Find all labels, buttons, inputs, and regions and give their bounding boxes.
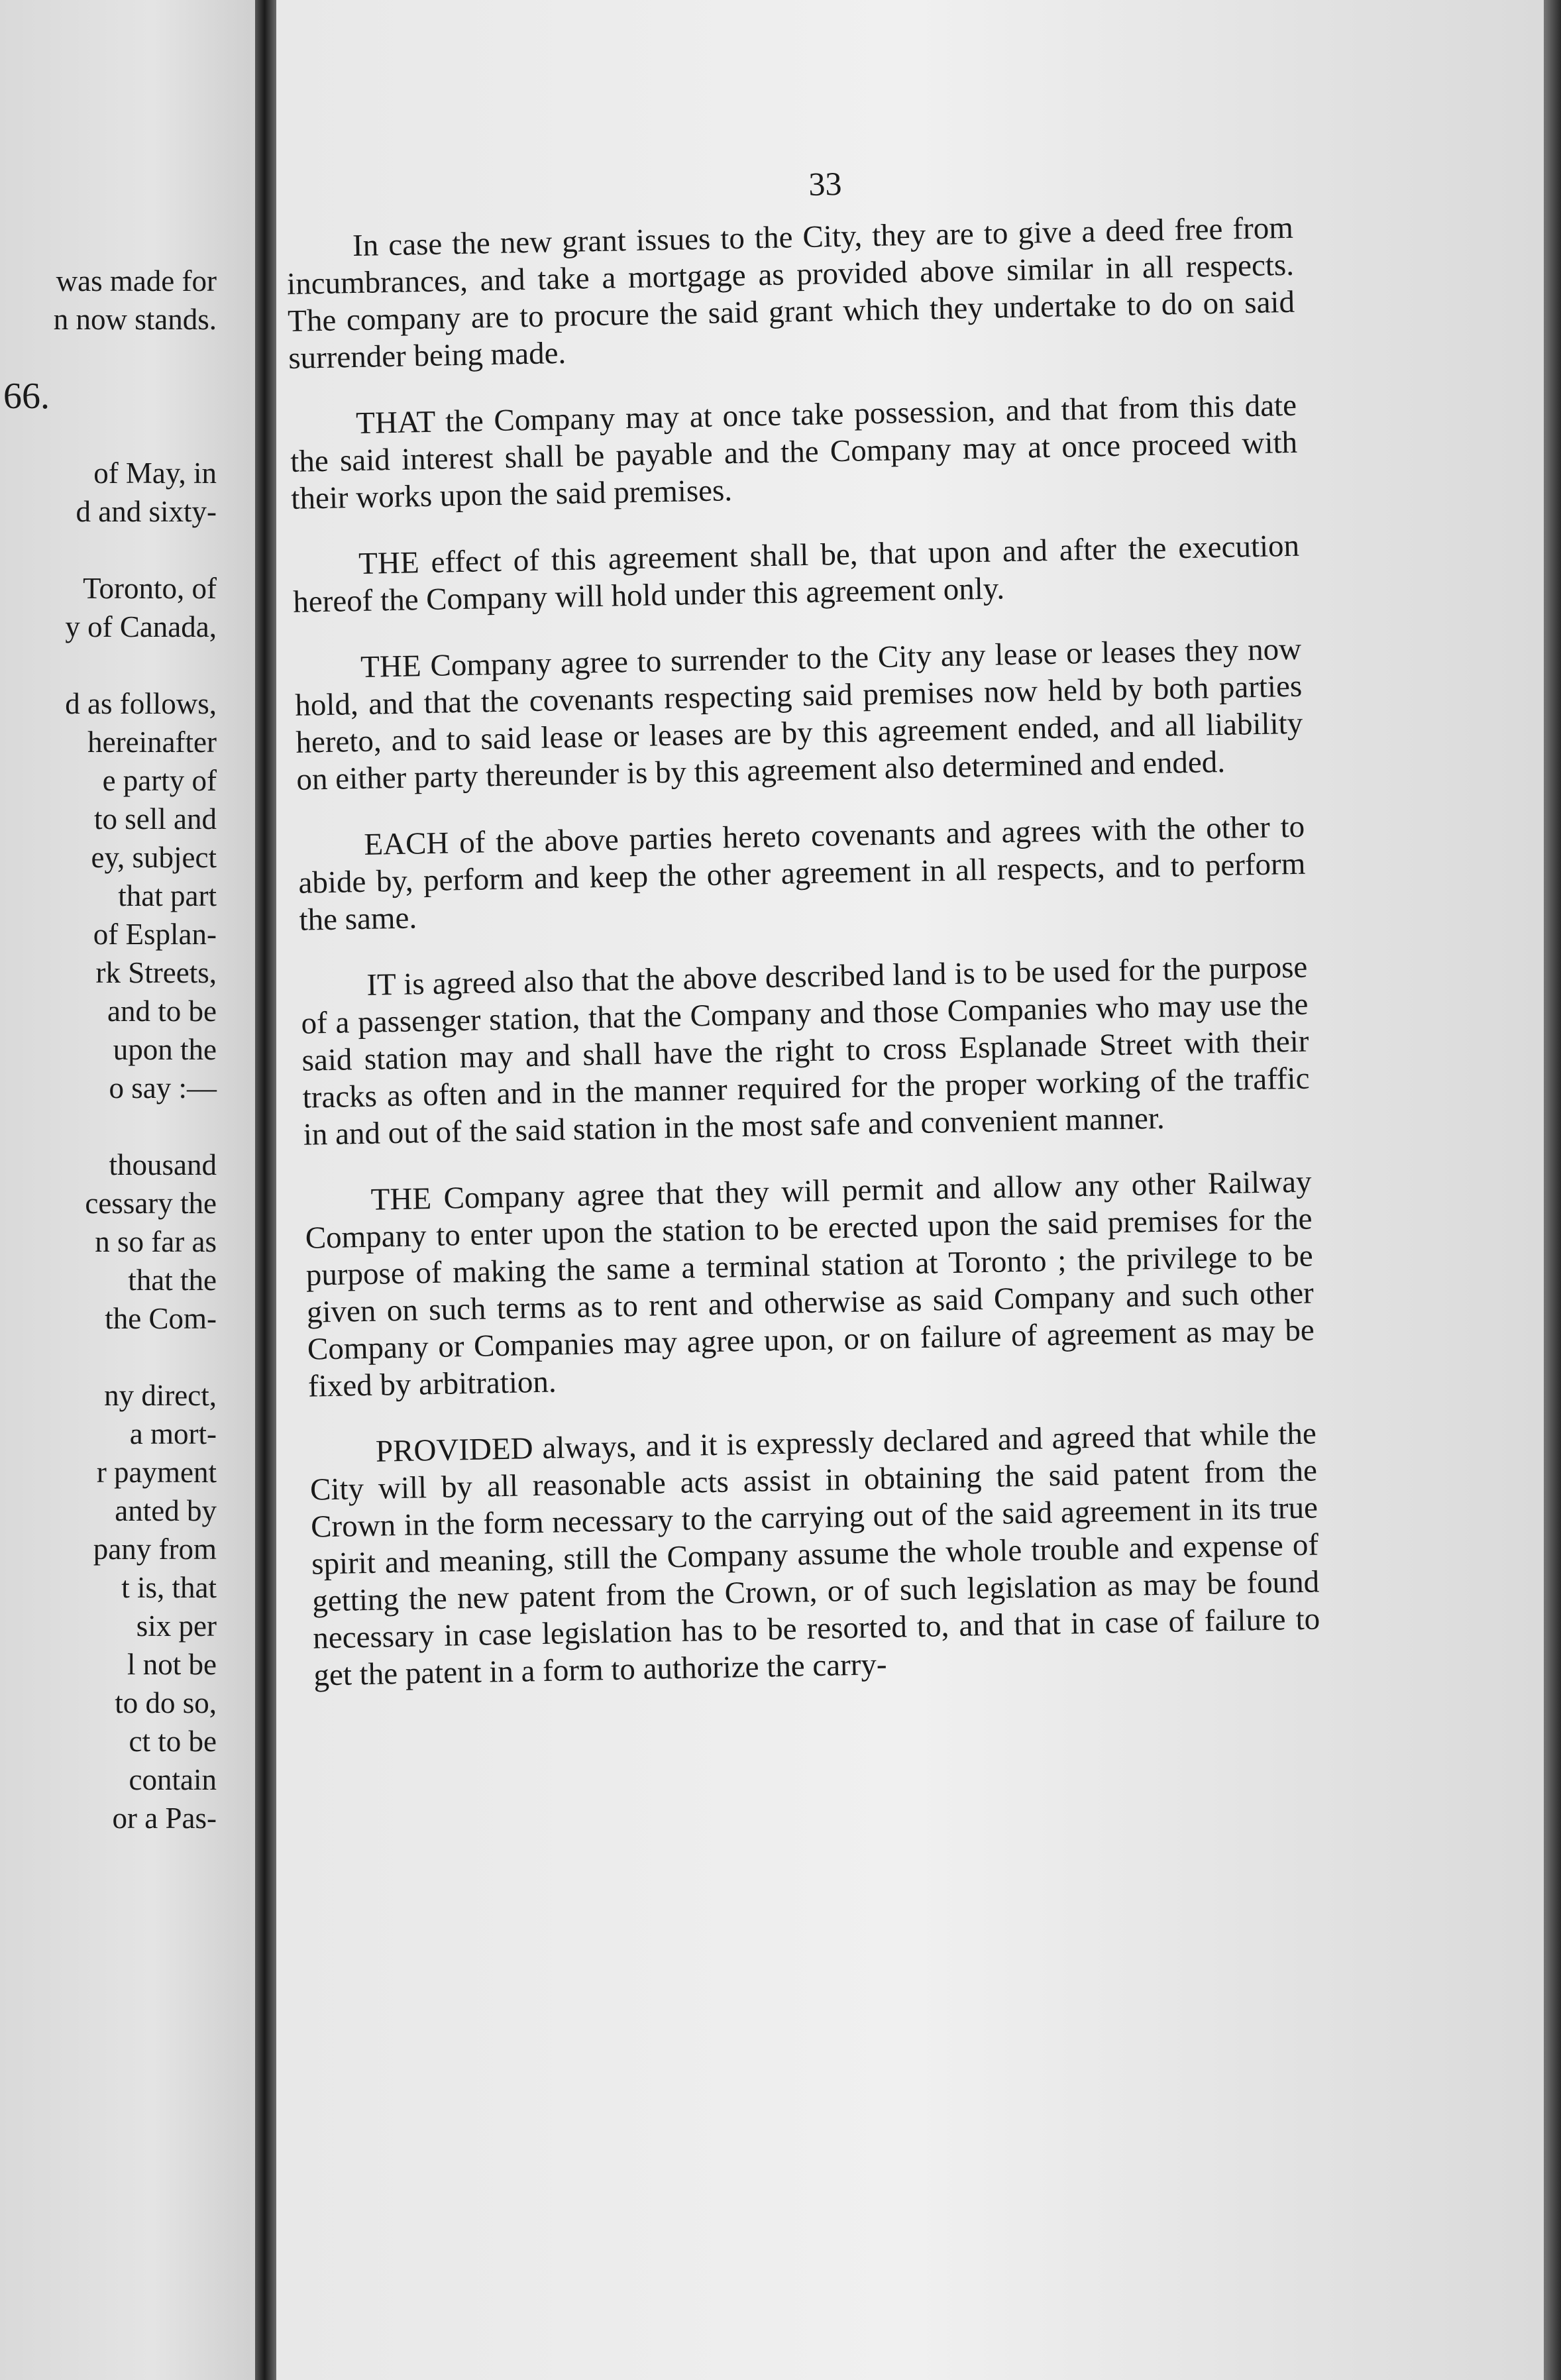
left-line: the Com-: [105, 1302, 217, 1335]
paragraph-passenger-station: IT is agreed also that the above described land is to be used for the purpose of a passenger station, that the Company and those Companies who may use the said station may and shall have the right to cross Esplanade Street with their tracks as often and in the manner required for the proper working of the traffic in and out of the said station in the most safe and convenient manner.: [301, 949, 1310, 1152]
left-line: ey, subject: [91, 841, 217, 874]
left-line: y of Canada,: [65, 610, 217, 643]
left-line: upon the: [113, 1033, 217, 1066]
left-line: l not be: [127, 1648, 217, 1681]
left-line: cessary the: [85, 1187, 217, 1220]
paragraph-surrender-lease: THE Company agree to surrender to the City any lease or leases they now hold, and that the covenants respecting said premises now held by both parties hereto, and to said lease or leases are by this agreement ended, and all liability on either party thereunder is by this agreement also determined and ended.: [294, 631, 1303, 797]
left-line: Toronto, of: [83, 572, 217, 605]
left-line: n now stands.: [53, 303, 217, 336]
left-heading: 66.: [3, 376, 50, 417]
left-line: and to be: [107, 995, 217, 1028]
paragraph-effect: THE effect of this agreement shall be, that upon and after the execution hereof the Company will hold under this agreement only.: [292, 528, 1300, 620]
left-page: [0, 0, 255, 2380]
left-line: of May, in: [93, 457, 217, 490]
left-line: that part: [118, 879, 217, 912]
left-line: hereinafter: [87, 726, 217, 759]
left-line: e party of: [102, 764, 217, 797]
paragraph-new-grant: In case the new grant issues to the City, they are to give a deed free from incumbrances, and take a mortgage as provided above similar in all respects. The company are to procure the said grant which they undertake to do on said surrender being made.: [286, 210, 1295, 376]
paragraph-provided: PROVIDED always, and it is expressly declared and agreed that while the City will by all reasonable acts assist in obtaining the said patent from the Crown in the form necessary to the carrying out of the said agreement in its true spirit and meaning, still the Company assume the whole trouble and expense of getting the new patent from the Crown, or of such legislation as may be found necessary in case legislation has to be resorted to, and that in case of failure to get the patent in a form to authorize the carry-: [309, 1416, 1320, 1693]
left-line: n so far as: [95, 1225, 217, 1258]
left-line: r payment: [96, 1456, 217, 1489]
right-page-text: [285, 156, 1322, 1723]
left-line: that the: [128, 1264, 217, 1297]
left-line: t is, that: [121, 1571, 217, 1604]
left-line: was made for: [56, 264, 217, 298]
left-line: ct to be: [129, 1725, 217, 1758]
paragraph-possession: THAT the Company may at once take possession, and that from this date the said interest shall be payable and the Company may at once proceed with their works upon the said premises.: [290, 388, 1298, 516]
left-page-text: [0, 262, 217, 1837]
page-number: 33: [808, 164, 842, 203]
left-line: thousand: [109, 1148, 217, 1181]
book-gutter: [255, 0, 276, 2380]
left-line: d and sixty-: [76, 495, 217, 528]
left-line: of Esplan-: [93, 918, 217, 951]
left-line: rk Streets,: [95, 956, 217, 989]
page-edge-shadow: [1544, 0, 1561, 2380]
paragraph-other-railways: THE Company agree that they will permit and allow any other Railway Company to enter upon the station to be erected upon the said premises for the purpose of making the same a terminal station at Toronto ; the privilege to be given on such terms as to rent and otherwise as said Company and such other Company or Companies may agree upon, or on failure of agreement as may be fixed by arbitration.: [305, 1164, 1315, 1404]
left-line: to sell and: [94, 802, 217, 836]
left-line: o say :—: [109, 1071, 217, 1105]
left-line: anted by: [115, 1494, 217, 1527]
left-line: to do so,: [115, 1686, 217, 1719]
left-line: pany from: [93, 1533, 217, 1566]
paragraph-covenants: EACH of the above parties hereto covenants and agrees with the other to abide by, perform and keep the other agreement in all respects, and to perform the same.: [298, 809, 1306, 938]
left-line: contain: [129, 1763, 217, 1796]
left-line: d as follows,: [65, 687, 217, 720]
left-line: ny direct,: [104, 1379, 217, 1412]
left-line: or a Pas-: [112, 1802, 217, 1835]
left-line: a mort-: [129, 1417, 217, 1450]
left-line: six per: [136, 1609, 217, 1643]
